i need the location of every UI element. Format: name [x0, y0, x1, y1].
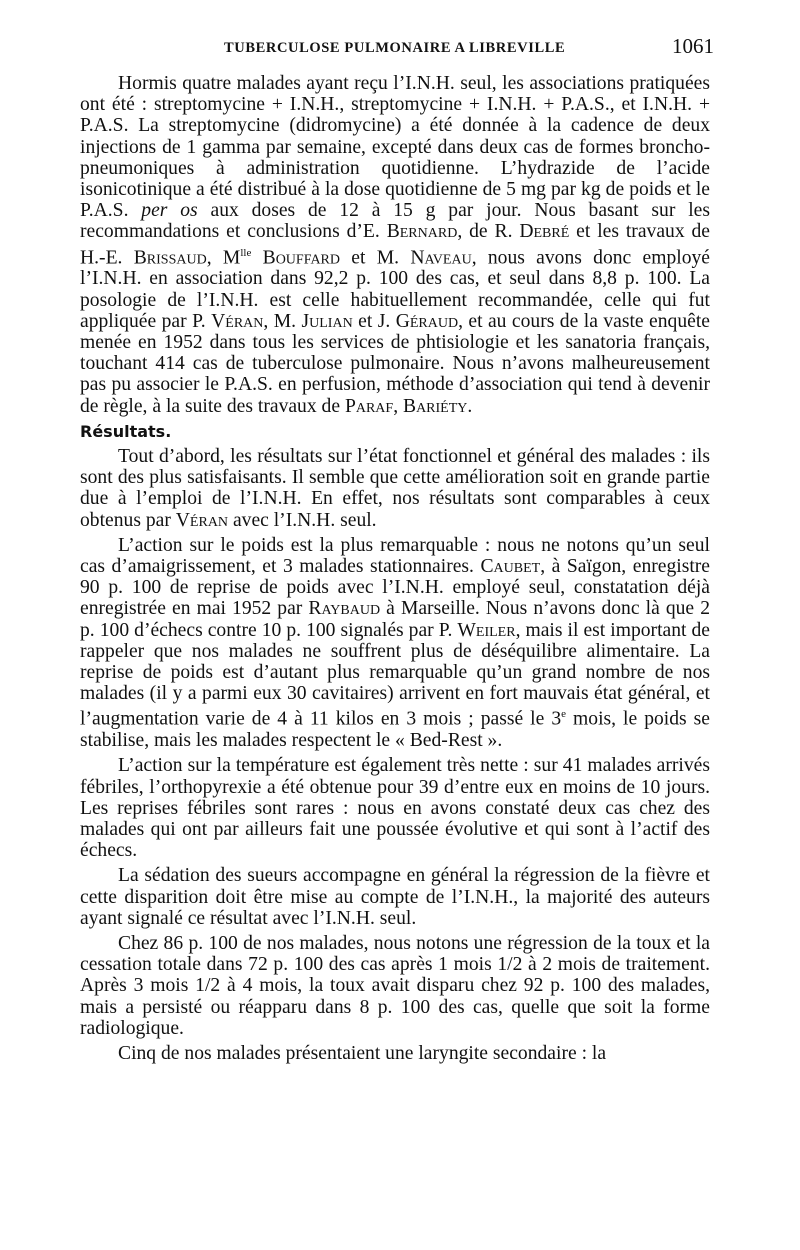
author-name: Naveau	[410, 247, 472, 269]
page-number: 1061	[672, 34, 714, 58]
author-name: Bouffard	[262, 247, 341, 269]
section-heading: Résultats.	[80, 421, 172, 441]
author-name: Bernard	[386, 221, 458, 243]
author-name: Raybaud	[308, 598, 381, 620]
running-title: TUBERCULOSE PULMONAIRE A LIBREVILLE	[224, 40, 566, 56]
page-header	[80, 30, 714, 60]
author-name: Véran	[175, 509, 229, 531]
paragraph-laryngitis: Cinq de nos malades présentaient une laryngite secondaire : la	[118, 1043, 607, 1064]
author-name: Julian	[301, 310, 353, 332]
author-name: Debré	[519, 221, 570, 243]
author-name: Brissaud	[133, 247, 207, 269]
paragraph-treatment: Hormis quatre malades ayant reçu l’I.N.H. seul, les associations pratiquées ont été : streptomycine + I.N.H., streptomycine + I.N.H. + P.A.S., et I.N.H. + P.A.S. La streptomycine (didromycine) a été donnée à la cadence de deux injections de 1 gamma par semaine, excepté dans deux cas de formes broncho-pneumoniques à administration quotidienne. L’hydrazide de l’acide isonicotinique a été distribué à la dose quotidienne de 5 mg par kg de poids et le P.A.S. per os aux doses de 12 à 15 g par jour. Nous basant sur les recommandations et conclusions d’E. Bernard, de R. Debré et les travaux de H.-E. Brissaud, $M^{lle}$ Bouffard et M. Naveau, nous avons donc employé l’I.N.H. en association dans 92,2 p. 100 des cas, et seul dans 8,8 p. 100. La posologie de l’I.N.H. est celle habituellement recommandée, celle qui fut appliquée par P. Véran, M. Julian et J. Géraud, et au cours de la vaste enquête menée en 1952 dans tous les services de phtisiologie et les sanatoria français, touchant 414 cas de tuberculose pulmonaire. Nous n’avons malheureusement pas pu associer le P.A.S. en perfusion, méthode d’association qui tend à devenir de règle, à la suite des travaux de Paraf, Bariéty.	[80, 73, 711, 417]
author-name: Géraud	[395, 310, 459, 332]
paragraph-temperature: L’action sur la température est également très nette : sur 41 malades arrivés fébriles, l’orthopyrexie a été obtenue pour 39 d’entre eux en moins de 10 jours. Les reprises fébriles sont rares : nous en avons constaté deux cas chez des malades qui ont par ailleurs fait une poussée évolutive et qui sont à l’actif des échecs.	[80, 755, 710, 862]
paragraph-sweats: La sédation des sueurs accompagne en général la régression de la fièvre et cette disparition doit être mise au compte de l’I.N.H., la majorité des auteurs ayant signalé ce résultat avec l’I.N.H. seul.	[80, 865, 710, 929]
paragraph-cough: Chez 86 p. 100 de nos malades, nous notons une régression de la toux et la cessation totale dans 72 p. 100 des cas après 1 mois 1/2 à 2 mois de traitement. Après 3 mois 1/2 à 4 mois, la toux avait disparu chez 92 p. 100 des malades, mais a persisté ou réapparu dans 8 p. 100 des cas, quelle que soit la forme radiologique.	[80, 932, 710, 1039]
paragraph-weight: L’action sur le poids est la plus remarquable : nous ne notons qu’un seul cas d’amaigrissement, et 3 malades stationnaires. Caubet, à Saïgon, enregistre 90 p. 100 de reprise de poids avec l’I.N.H. employé seul, constatation déjà enregistrée en mai 1952 par Raybaud à Marseille. Nous n’avons donc là que 2 p. 100 d’échecs contre 10 p. 100 signalés par P. Weiler, mais il est important de rappeler que nos malades ne souffrent plus de déséquilibre alimentaire. La reprise de poids est d’autant plus remarquable qu’un grand nombre de nos malades (il y a parmi eux 30 cavitaires) arrivent en fort mauvais état général, et l’augmentation varie de 4 à 11 kilos en 3 mois ; passé le 3e mois, le poids se stabilise, mais les malades respectent le « Bed-Rest ».	[80, 534, 711, 752]
author-name: Weiler	[457, 619, 516, 641]
author-name: Bariéty	[403, 395, 468, 417]
author-name: Caubet	[480, 556, 541, 577]
paragraph-general-state: Tout d’abord, les résultats sur l’état fonctionnel et général des malades : ils sont des plus satisfaisants. Il semble que cette amélioration soit en grande partie due à l’emploi de l’I.N.H. En effet, nos résultats sont comparables à ceux obtenus par Véran avec l’I.N.H. seul.	[80, 445, 710, 531]
article-body	[80, 73, 710, 1064]
author-name: Véran	[211, 310, 264, 332]
author-name: Paraf	[344, 395, 394, 417]
